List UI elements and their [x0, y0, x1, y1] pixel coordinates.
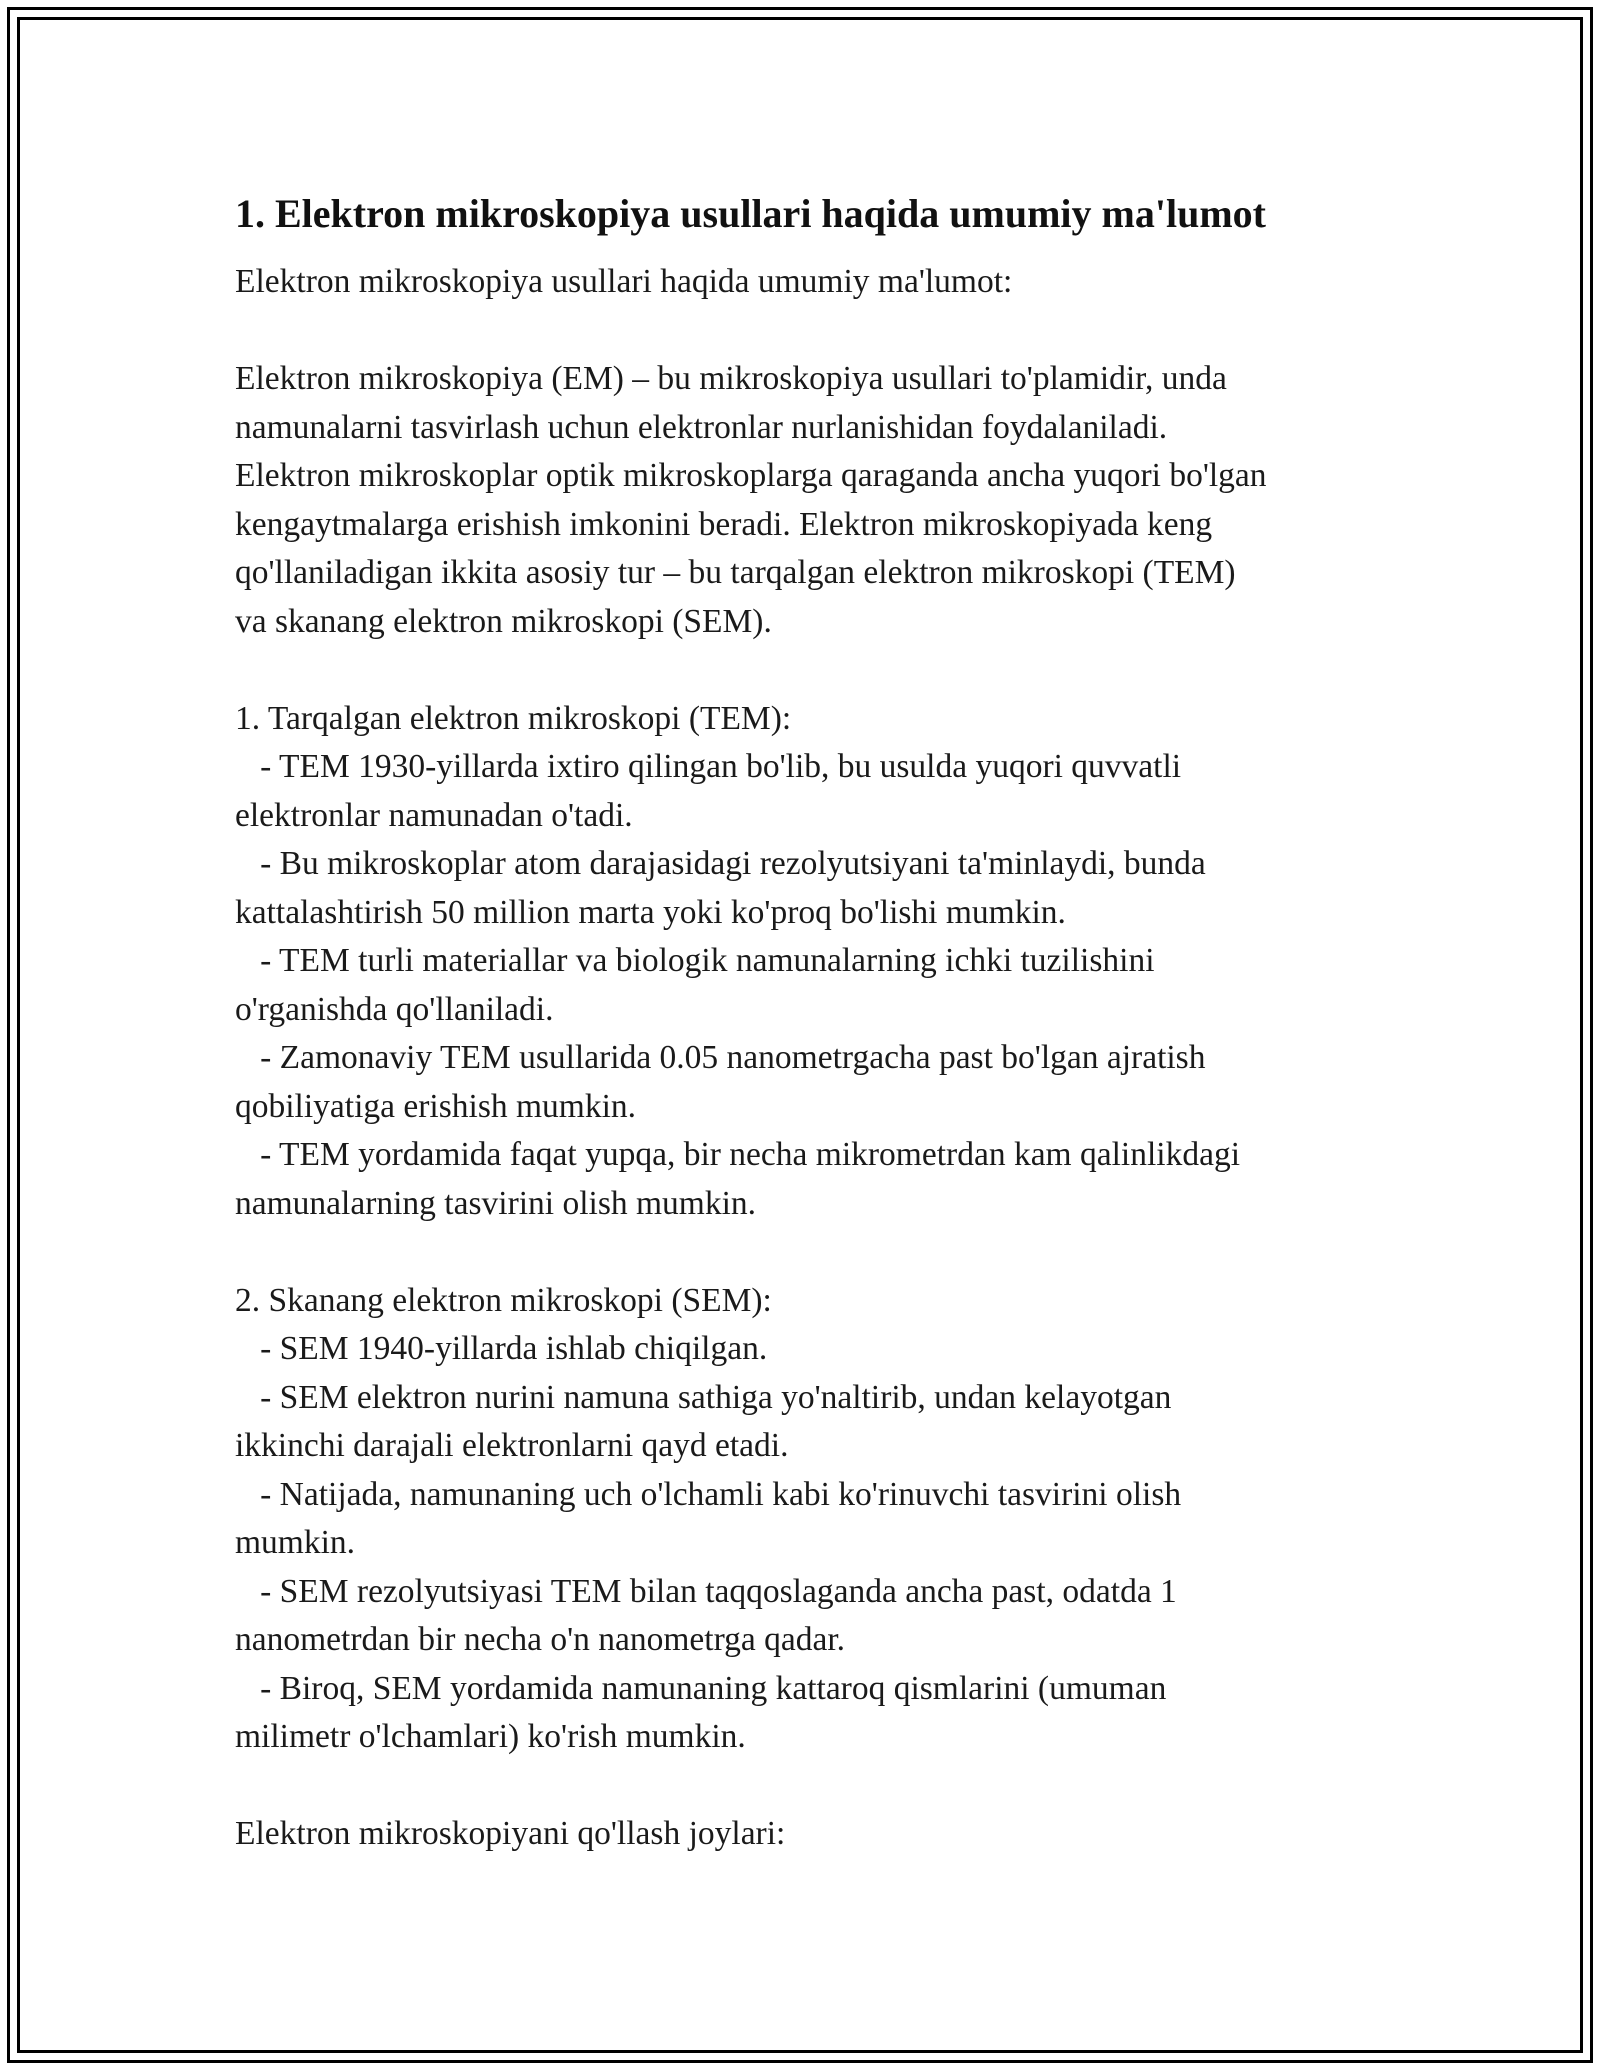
- document-body: Elektron mikroskopiya usullari haqida umumiy ma'lumot: Elektron mikroskopiya (EM) – bu mikroskopiya usullari to'plamidir, unda namunalarni tasvirlash uchun elektronlar nurlanishidan foydalaniladi. Elektron mikroskoplar optik mikroskoplarga qaraganda ancha yuqori bo'lgan kengaytmalarga erishish imkonini beradi. Elektron mikroskopiyada keng qo'llaniladigan ikkita asosiy tur – bu tarqalgan elektron mikroskopi (TEM) va skanang elektron mikroskopi (SEM). 1. Tarqalgan elektron mikroskopi (TEM): - TEM 1930-yillarda ixtiro qilingan bo'lib, bu usulda yuqori quvvatli elektronlar namunadan o'tadi. - Bu mikroskoplar atom darajasidagi rezolyutsiyani ta'minlaydi, bunda kattalashtirish 50 million marta yoki ko'proq bo'lishi mumkin. - TEM turli materiallar va biologik namunalarning ichki tuzilishini o'rganishda qo'llaniladi. - Zamonaviy TEM usullarida 0.05 nanometrgacha past bo'lgan ajratish qobiliyatiga erishish mumkin. - TEM yordamida faqat yupqa, bir necha mikrometrdan kam qalinlikdagi namunalarning tasvirini olish mumkin. 2. Skanang elektron mikroskopi (SEM): - SEM 1940-yillarda ishlab chiqilgan. - SEM elektron nurini namuna sathiga yo'naltirib, undan kelayotgan ikkinchi darajali elektronlarni qayd etadi. - Natijada, namunaning uch o'lchamli kabi ko'rinuvchi tasvirini olish mumkin. - SEM rezolyutsiyasi TEM bilan taqqoslaganda ancha past, odatda 1 nanometrdan bir necha o'n nanometrga qadar. - Biroq, SEM yordamida namunaning kattaroq qismlarini (umuman milimetr o'lchamlari) ko'rish mumkin. Elektron mikroskopiyani qo'llash joylari:: [235, 263, 1267, 1852]
- page-title: 1. Elektron mikroskopiya usullari haqida umumiy ma'lumot: [235, 191, 1266, 236]
- document-content: [235, 186, 1395, 1859]
